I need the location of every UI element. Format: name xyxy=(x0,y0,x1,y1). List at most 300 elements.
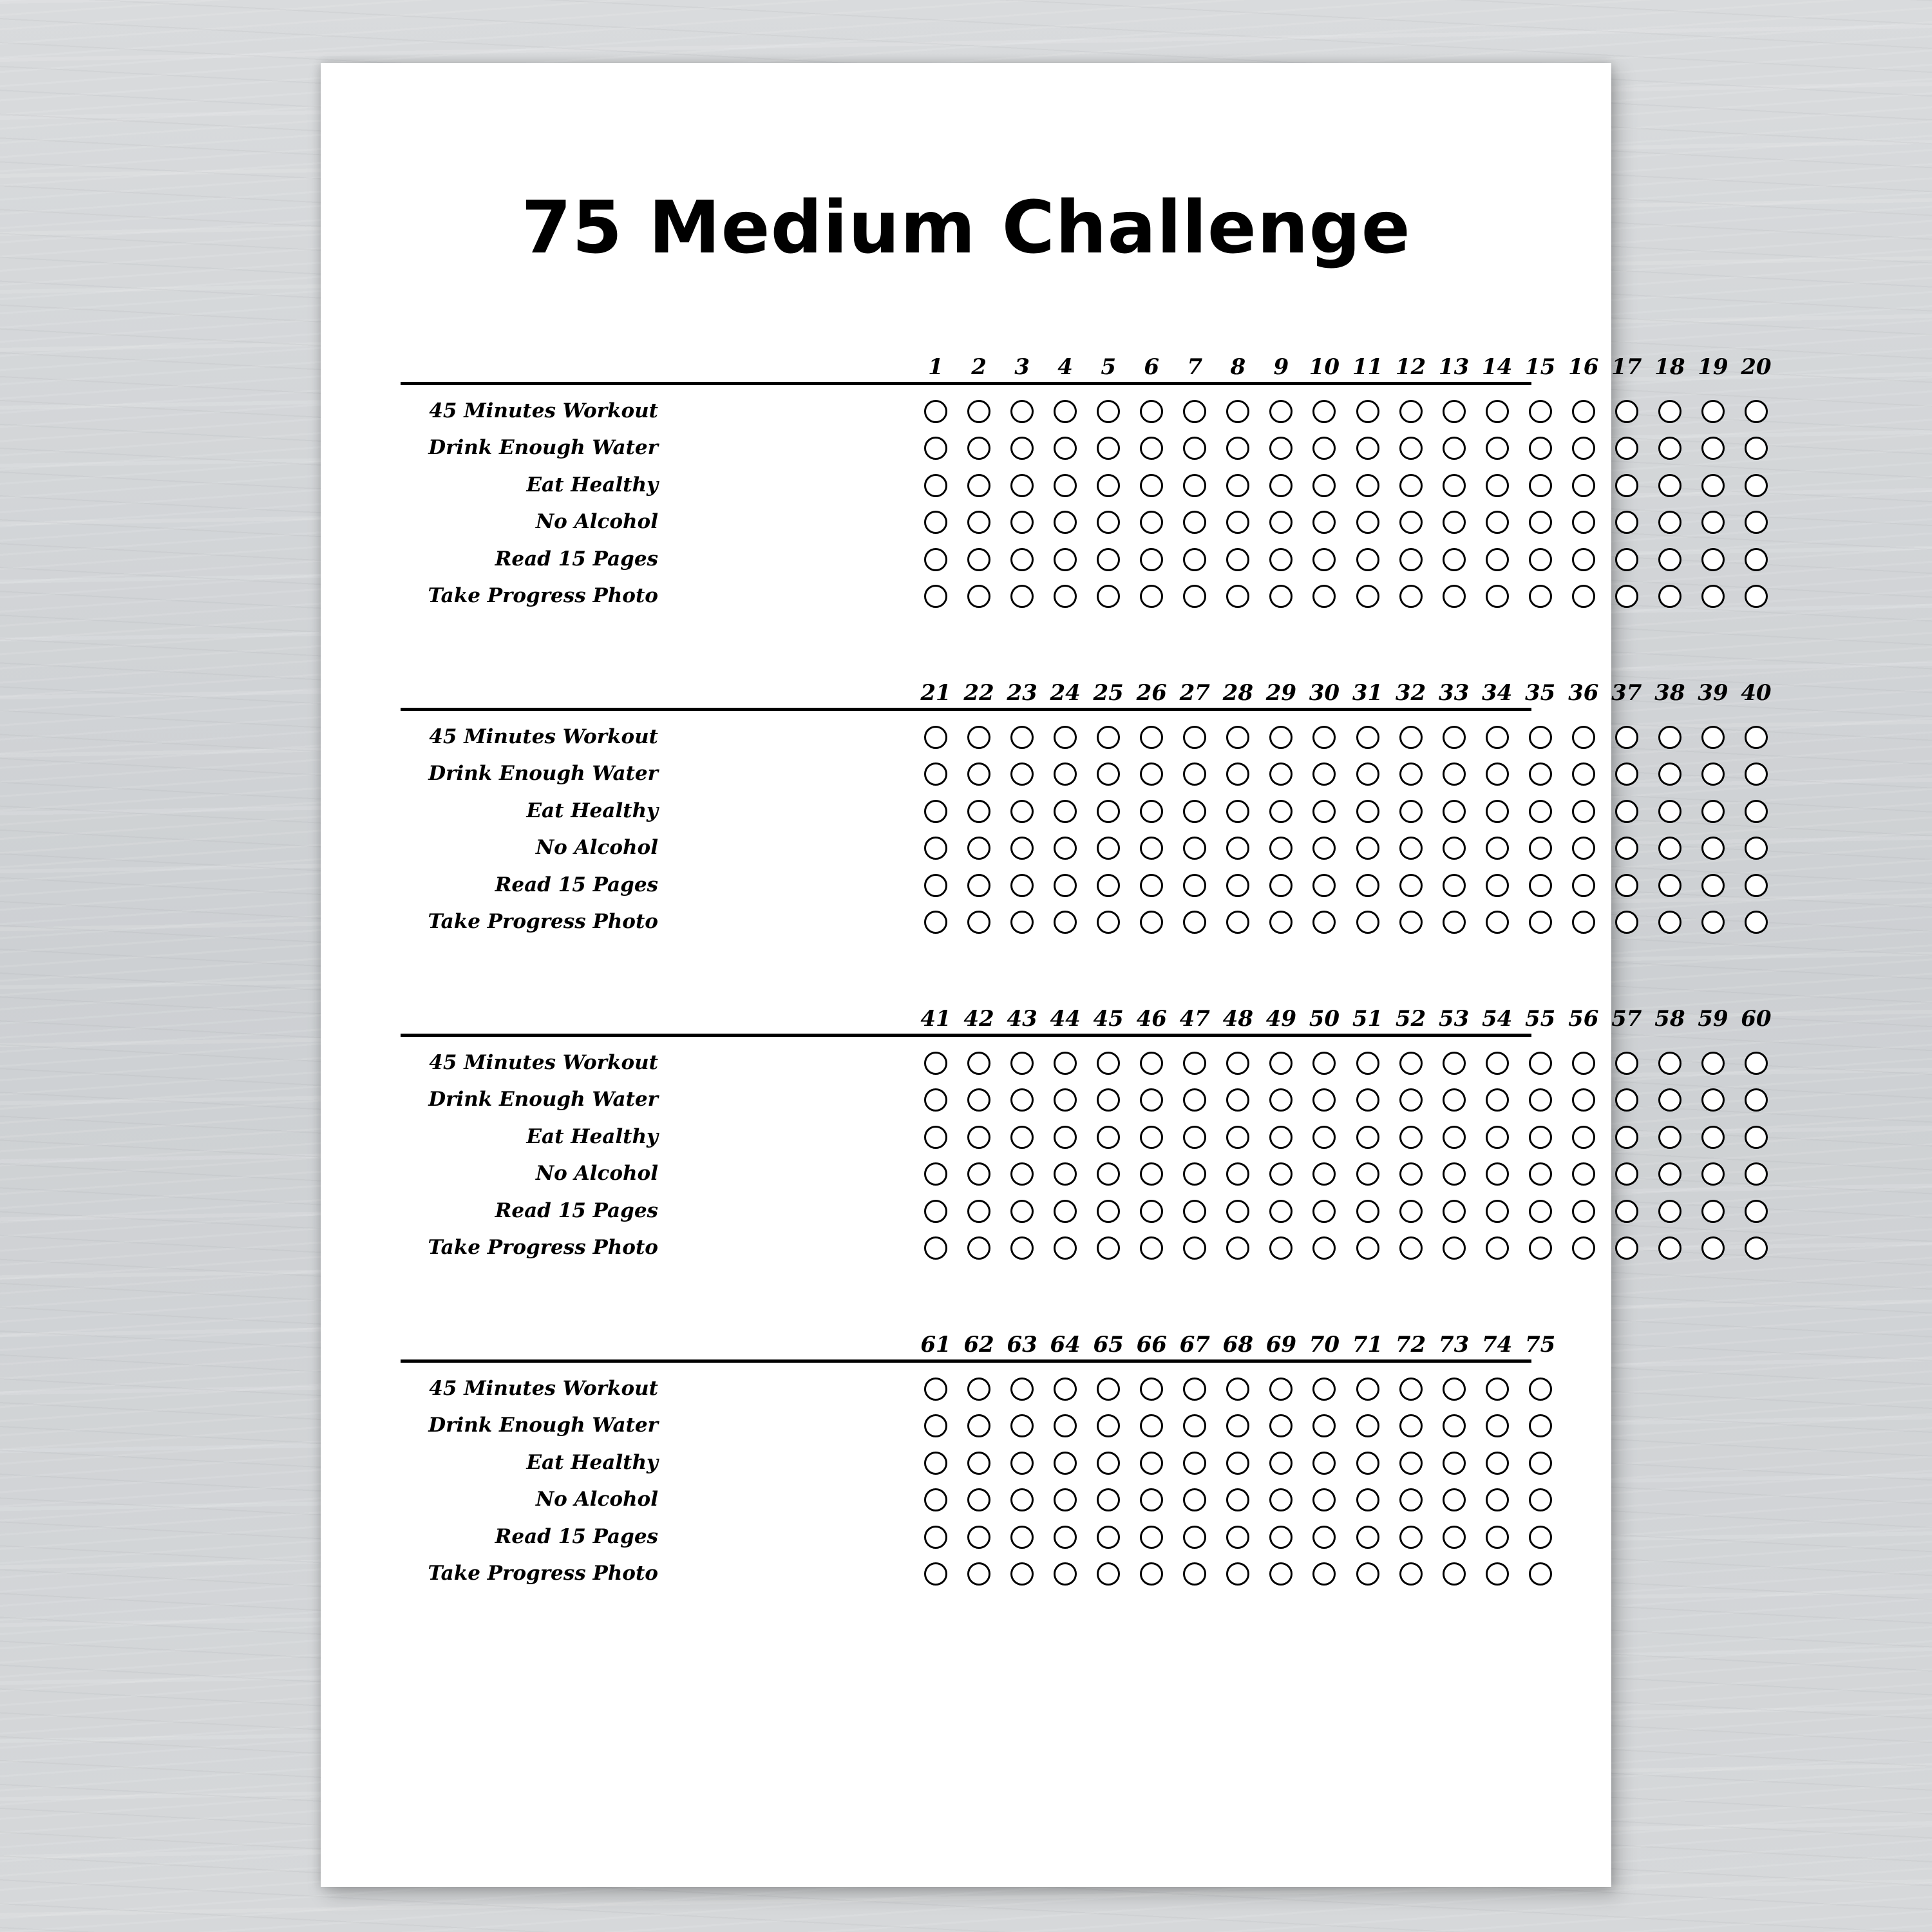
day-checkbox[interactable] xyxy=(1615,400,1638,423)
day-checkbox[interactable] xyxy=(1097,1126,1120,1149)
day-checkbox[interactable] xyxy=(1443,1562,1466,1586)
day-checkbox[interactable] xyxy=(1140,1452,1163,1475)
day-checkbox[interactable] xyxy=(1183,1052,1206,1075)
day-checkbox[interactable] xyxy=(1010,1236,1034,1260)
day-checkbox[interactable] xyxy=(1010,800,1034,823)
day-checkbox[interactable] xyxy=(1183,800,1206,823)
day-checkbox[interactable] xyxy=(924,1162,947,1186)
day-checkbox[interactable] xyxy=(1010,1378,1034,1401)
day-checkbox[interactable] xyxy=(1443,400,1466,423)
day-checkbox[interactable] xyxy=(1486,585,1509,608)
day-checkbox[interactable] xyxy=(1615,726,1638,749)
day-checkbox[interactable] xyxy=(1054,762,1077,786)
day-checkbox[interactable] xyxy=(1054,437,1077,460)
day-checkbox[interactable] xyxy=(1226,1526,1249,1549)
day-checkbox[interactable] xyxy=(1312,548,1336,571)
day-checkbox[interactable] xyxy=(1183,911,1206,934)
day-checkbox[interactable] xyxy=(1658,548,1681,571)
day-checkbox[interactable] xyxy=(1745,511,1768,534)
day-checkbox[interactable] xyxy=(1097,1088,1120,1112)
day-checkbox[interactable] xyxy=(1183,1236,1206,1260)
day-checkbox[interactable] xyxy=(1745,1052,1768,1075)
day-checkbox[interactable] xyxy=(1097,1526,1120,1549)
day-checkbox[interactable] xyxy=(1443,911,1466,934)
day-checkbox[interactable] xyxy=(1701,511,1725,534)
day-checkbox[interactable] xyxy=(1312,511,1336,534)
day-checkbox[interactable] xyxy=(1097,437,1120,460)
day-checkbox[interactable] xyxy=(1097,911,1120,934)
day-checkbox[interactable] xyxy=(1312,1200,1336,1223)
day-checkbox[interactable] xyxy=(1356,1452,1379,1475)
day-checkbox[interactable] xyxy=(1529,1200,1552,1223)
day-checkbox[interactable] xyxy=(1443,726,1466,749)
day-checkbox[interactable] xyxy=(1097,1162,1120,1186)
day-checkbox[interactable] xyxy=(967,1526,990,1549)
day-checkbox[interactable] xyxy=(1572,511,1595,534)
day-checkbox[interactable] xyxy=(1140,1562,1163,1586)
day-checkbox[interactable] xyxy=(1745,911,1768,934)
day-checkbox[interactable] xyxy=(1269,911,1293,934)
day-checkbox[interactable] xyxy=(1226,1088,1249,1112)
day-checkbox[interactable] xyxy=(1745,726,1768,749)
day-checkbox[interactable] xyxy=(1486,1378,1509,1401)
day-checkbox[interactable] xyxy=(1269,837,1293,860)
day-checkbox[interactable] xyxy=(1615,762,1638,786)
day-checkbox[interactable] xyxy=(1140,1126,1163,1149)
day-checkbox[interactable] xyxy=(1054,1200,1077,1223)
day-checkbox[interactable] xyxy=(924,1488,947,1511)
day-checkbox[interactable] xyxy=(1226,548,1249,571)
day-checkbox[interactable] xyxy=(1356,400,1379,423)
day-checkbox[interactable] xyxy=(924,1378,947,1401)
day-checkbox[interactable] xyxy=(1054,1088,1077,1112)
day-checkbox[interactable] xyxy=(1658,585,1681,608)
day-checkbox[interactable] xyxy=(1312,874,1336,897)
day-checkbox[interactable] xyxy=(1356,1378,1379,1401)
day-checkbox[interactable] xyxy=(1399,1052,1423,1075)
day-checkbox[interactable] xyxy=(1226,511,1249,534)
day-checkbox[interactable] xyxy=(1269,800,1293,823)
day-checkbox[interactable] xyxy=(1529,1378,1552,1401)
day-checkbox[interactable] xyxy=(1701,800,1725,823)
day-checkbox[interactable] xyxy=(1010,474,1034,497)
day-checkbox[interactable] xyxy=(1443,1088,1466,1112)
day-checkbox[interactable] xyxy=(1226,1126,1249,1149)
day-checkbox[interactable] xyxy=(1572,1126,1595,1149)
day-checkbox[interactable] xyxy=(1745,1200,1768,1223)
day-checkbox[interactable] xyxy=(967,1162,990,1186)
day-checkbox[interactable] xyxy=(924,762,947,786)
day-checkbox[interactable] xyxy=(924,1200,947,1223)
day-checkbox[interactable] xyxy=(1443,1378,1466,1401)
day-checkbox[interactable] xyxy=(1615,437,1638,460)
day-checkbox[interactable] xyxy=(1399,1378,1423,1401)
day-checkbox[interactable] xyxy=(967,1452,990,1475)
day-checkbox[interactable] xyxy=(1529,1526,1552,1549)
day-checkbox[interactable] xyxy=(967,837,990,860)
day-checkbox[interactable] xyxy=(1183,511,1206,534)
day-checkbox[interactable] xyxy=(967,1562,990,1586)
day-checkbox[interactable] xyxy=(1745,548,1768,571)
day-checkbox[interactable] xyxy=(1226,762,1249,786)
day-checkbox[interactable] xyxy=(1443,1488,1466,1511)
day-checkbox[interactable] xyxy=(1356,1414,1379,1437)
day-checkbox[interactable] xyxy=(1183,1414,1206,1437)
day-checkbox[interactable] xyxy=(924,1052,947,1075)
day-checkbox[interactable] xyxy=(1399,437,1423,460)
day-checkbox[interactable] xyxy=(1010,762,1034,786)
day-checkbox[interactable] xyxy=(1529,874,1552,897)
day-checkbox[interactable] xyxy=(924,911,947,934)
day-checkbox[interactable] xyxy=(1486,548,1509,571)
day-checkbox[interactable] xyxy=(1658,800,1681,823)
day-checkbox[interactable] xyxy=(1399,1452,1423,1475)
day-checkbox[interactable] xyxy=(1226,1414,1249,1437)
day-checkbox[interactable] xyxy=(1615,511,1638,534)
day-checkbox[interactable] xyxy=(1572,474,1595,497)
day-checkbox[interactable] xyxy=(1399,911,1423,934)
day-checkbox[interactable] xyxy=(1140,911,1163,934)
day-checkbox[interactable] xyxy=(1443,437,1466,460)
day-checkbox[interactable] xyxy=(1140,1088,1163,1112)
day-checkbox[interactable] xyxy=(1745,837,1768,860)
day-checkbox[interactable] xyxy=(1486,911,1509,934)
day-checkbox[interactable] xyxy=(1745,585,1768,608)
day-checkbox[interactable] xyxy=(1443,1414,1466,1437)
day-checkbox[interactable] xyxy=(1356,511,1379,534)
day-checkbox[interactable] xyxy=(1658,1200,1681,1223)
day-checkbox[interactable] xyxy=(1572,400,1595,423)
day-checkbox[interactable] xyxy=(967,548,990,571)
day-checkbox[interactable] xyxy=(1269,1414,1293,1437)
day-checkbox[interactable] xyxy=(1010,1414,1034,1437)
day-checkbox[interactable] xyxy=(1312,400,1336,423)
day-checkbox[interactable] xyxy=(1529,1488,1552,1511)
day-checkbox[interactable] xyxy=(1486,1562,1509,1586)
day-checkbox[interactable] xyxy=(1399,474,1423,497)
day-checkbox[interactable] xyxy=(1312,1162,1336,1186)
day-checkbox[interactable] xyxy=(924,874,947,897)
day-checkbox[interactable] xyxy=(1183,585,1206,608)
day-checkbox[interactable] xyxy=(1356,800,1379,823)
day-checkbox[interactable] xyxy=(1572,726,1595,749)
day-checkbox[interactable] xyxy=(1054,837,1077,860)
day-checkbox[interactable] xyxy=(1399,800,1423,823)
day-checkbox[interactable] xyxy=(1572,1052,1595,1075)
day-checkbox[interactable] xyxy=(1356,437,1379,460)
day-checkbox[interactable] xyxy=(1701,1126,1725,1149)
day-checkbox[interactable] xyxy=(1226,1236,1249,1260)
day-checkbox[interactable] xyxy=(1399,1126,1423,1149)
day-checkbox[interactable] xyxy=(1745,1088,1768,1112)
day-checkbox[interactable] xyxy=(1572,1162,1595,1186)
day-checkbox[interactable] xyxy=(1097,400,1120,423)
day-checkbox[interactable] xyxy=(1010,548,1034,571)
day-checkbox[interactable] xyxy=(1226,911,1249,934)
day-checkbox[interactable] xyxy=(1312,585,1336,608)
day-checkbox[interactable] xyxy=(1701,1052,1725,1075)
day-checkbox[interactable] xyxy=(1054,1452,1077,1475)
day-checkbox[interactable] xyxy=(1140,1052,1163,1075)
day-checkbox[interactable] xyxy=(1312,1488,1336,1511)
day-checkbox[interactable] xyxy=(1443,1052,1466,1075)
day-checkbox[interactable] xyxy=(1529,911,1552,934)
day-checkbox[interactable] xyxy=(1183,1162,1206,1186)
day-checkbox[interactable] xyxy=(1399,837,1423,860)
day-checkbox[interactable] xyxy=(1529,762,1552,786)
day-checkbox[interactable] xyxy=(1097,1562,1120,1586)
day-checkbox[interactable] xyxy=(1658,474,1681,497)
day-checkbox[interactable] xyxy=(1140,1236,1163,1260)
day-checkbox[interactable] xyxy=(1399,726,1423,749)
day-checkbox[interactable] xyxy=(1529,726,1552,749)
day-checkbox[interactable] xyxy=(1097,511,1120,534)
day-checkbox[interactable] xyxy=(1312,1088,1336,1112)
day-checkbox[interactable] xyxy=(1399,1236,1423,1260)
day-checkbox[interactable] xyxy=(1658,1236,1681,1260)
day-checkbox[interactable] xyxy=(1529,1414,1552,1437)
day-checkbox[interactable] xyxy=(1356,762,1379,786)
day-checkbox[interactable] xyxy=(1443,874,1466,897)
day-checkbox[interactable] xyxy=(967,762,990,786)
day-checkbox[interactable] xyxy=(1615,1162,1638,1186)
day-checkbox[interactable] xyxy=(1269,548,1293,571)
day-checkbox[interactable] xyxy=(1269,1236,1293,1260)
day-checkbox[interactable] xyxy=(1183,1562,1206,1586)
day-checkbox[interactable] xyxy=(1269,1052,1293,1075)
day-checkbox[interactable] xyxy=(1097,585,1120,608)
day-checkbox[interactable] xyxy=(1054,548,1077,571)
day-checkbox[interactable] xyxy=(1312,837,1336,860)
day-checkbox[interactable] xyxy=(1312,1414,1336,1437)
day-checkbox[interactable] xyxy=(1658,911,1681,934)
day-checkbox[interactable] xyxy=(1701,1088,1725,1112)
day-checkbox[interactable] xyxy=(1701,1200,1725,1223)
day-checkbox[interactable] xyxy=(1745,1162,1768,1186)
day-checkbox[interactable] xyxy=(1486,762,1509,786)
day-checkbox[interactable] xyxy=(1010,837,1034,860)
day-checkbox[interactable] xyxy=(967,874,990,897)
day-checkbox[interactable] xyxy=(1658,874,1681,897)
day-checkbox[interactable] xyxy=(924,1452,947,1475)
day-checkbox[interactable] xyxy=(1356,911,1379,934)
day-checkbox[interactable] xyxy=(1183,1526,1206,1549)
day-checkbox[interactable] xyxy=(1443,1452,1466,1475)
day-checkbox[interactable] xyxy=(967,1200,990,1223)
day-checkbox[interactable] xyxy=(1312,1562,1336,1586)
day-checkbox[interactable] xyxy=(1701,762,1725,786)
day-checkbox[interactable] xyxy=(1529,474,1552,497)
day-checkbox[interactable] xyxy=(1572,911,1595,934)
day-checkbox[interactable] xyxy=(1097,1452,1120,1475)
day-checkbox[interactable] xyxy=(924,474,947,497)
day-checkbox[interactable] xyxy=(1615,1088,1638,1112)
day-checkbox[interactable] xyxy=(1658,400,1681,423)
day-checkbox[interactable] xyxy=(1183,726,1206,749)
day-checkbox[interactable] xyxy=(924,1088,947,1112)
day-checkbox[interactable] xyxy=(1486,874,1509,897)
day-checkbox[interactable] xyxy=(967,1088,990,1112)
day-checkbox[interactable] xyxy=(1443,1162,1466,1186)
day-checkbox[interactable] xyxy=(1356,837,1379,860)
day-checkbox[interactable] xyxy=(924,548,947,571)
day-checkbox[interactable] xyxy=(1269,511,1293,534)
day-checkbox[interactable] xyxy=(1356,585,1379,608)
day-checkbox[interactable] xyxy=(1399,1488,1423,1511)
day-checkbox[interactable] xyxy=(1529,1162,1552,1186)
day-checkbox[interactable] xyxy=(1140,762,1163,786)
day-checkbox[interactable] xyxy=(1010,1562,1034,1586)
day-checkbox[interactable] xyxy=(1658,837,1681,860)
day-checkbox[interactable] xyxy=(1269,1452,1293,1475)
day-checkbox[interactable] xyxy=(1745,400,1768,423)
day-checkbox[interactable] xyxy=(1054,400,1077,423)
day-checkbox[interactable] xyxy=(1615,548,1638,571)
day-checkbox[interactable] xyxy=(1701,1162,1725,1186)
day-checkbox[interactable] xyxy=(1615,1126,1638,1149)
day-checkbox[interactable] xyxy=(1701,437,1725,460)
day-checkbox[interactable] xyxy=(1097,548,1120,571)
day-checkbox[interactable] xyxy=(1399,400,1423,423)
day-checkbox[interactable] xyxy=(1269,1200,1293,1223)
day-checkbox[interactable] xyxy=(1701,726,1725,749)
day-checkbox[interactable] xyxy=(1615,911,1638,934)
day-checkbox[interactable] xyxy=(1269,437,1293,460)
day-checkbox[interactable] xyxy=(1486,1126,1509,1149)
day-checkbox[interactable] xyxy=(924,800,947,823)
day-checkbox[interactable] xyxy=(1054,1526,1077,1549)
day-checkbox[interactable] xyxy=(1140,548,1163,571)
day-checkbox[interactable] xyxy=(1312,1236,1336,1260)
day-checkbox[interactable] xyxy=(1054,874,1077,897)
day-checkbox[interactable] xyxy=(1529,1088,1552,1112)
day-checkbox[interactable] xyxy=(1054,1488,1077,1511)
day-checkbox[interactable] xyxy=(1356,1236,1379,1260)
day-checkbox[interactable] xyxy=(1183,474,1206,497)
day-checkbox[interactable] xyxy=(1097,1378,1120,1401)
day-checkbox[interactable] xyxy=(1745,1126,1768,1149)
day-checkbox[interactable] xyxy=(1097,837,1120,860)
day-checkbox[interactable] xyxy=(924,837,947,860)
day-checkbox[interactable] xyxy=(1658,511,1681,534)
day-checkbox[interactable] xyxy=(1615,837,1638,860)
day-checkbox[interactable] xyxy=(1226,800,1249,823)
day-checkbox[interactable] xyxy=(1486,1162,1509,1186)
day-checkbox[interactable] xyxy=(1356,474,1379,497)
day-checkbox[interactable] xyxy=(967,511,990,534)
day-checkbox[interactable] xyxy=(1572,1236,1595,1260)
day-checkbox[interactable] xyxy=(1097,726,1120,749)
day-checkbox[interactable] xyxy=(1269,1162,1293,1186)
day-checkbox[interactable] xyxy=(1486,511,1509,534)
day-checkbox[interactable] xyxy=(1140,726,1163,749)
day-checkbox[interactable] xyxy=(1486,1488,1509,1511)
day-checkbox[interactable] xyxy=(1226,874,1249,897)
day-checkbox[interactable] xyxy=(1701,548,1725,571)
day-checkbox[interactable] xyxy=(967,911,990,934)
day-checkbox[interactable] xyxy=(1486,1088,1509,1112)
day-checkbox[interactable] xyxy=(1572,762,1595,786)
day-checkbox[interactable] xyxy=(967,437,990,460)
day-checkbox[interactable] xyxy=(1443,800,1466,823)
day-checkbox[interactable] xyxy=(1226,400,1249,423)
day-checkbox[interactable] xyxy=(1399,585,1423,608)
day-checkbox[interactable] xyxy=(1658,1126,1681,1149)
day-checkbox[interactable] xyxy=(1269,726,1293,749)
day-checkbox[interactable] xyxy=(1443,474,1466,497)
day-checkbox[interactable] xyxy=(1269,1488,1293,1511)
day-checkbox[interactable] xyxy=(1745,1236,1768,1260)
day-checkbox[interactable] xyxy=(1312,1052,1336,1075)
day-checkbox[interactable] xyxy=(967,1236,990,1260)
day-checkbox[interactable] xyxy=(1312,800,1336,823)
day-checkbox[interactable] xyxy=(1097,762,1120,786)
day-checkbox[interactable] xyxy=(1312,1378,1336,1401)
day-checkbox[interactable] xyxy=(1529,400,1552,423)
day-checkbox[interactable] xyxy=(1529,1052,1552,1075)
day-checkbox[interactable] xyxy=(1312,726,1336,749)
day-checkbox[interactable] xyxy=(1443,548,1466,571)
day-checkbox[interactable] xyxy=(1054,1162,1077,1186)
day-checkbox[interactable] xyxy=(1572,1200,1595,1223)
day-checkbox[interactable] xyxy=(1226,1562,1249,1586)
day-checkbox[interactable] xyxy=(1356,548,1379,571)
day-checkbox[interactable] xyxy=(1443,1236,1466,1260)
day-checkbox[interactable] xyxy=(1486,474,1509,497)
day-checkbox[interactable] xyxy=(1226,437,1249,460)
day-checkbox[interactable] xyxy=(1269,474,1293,497)
day-checkbox[interactable] xyxy=(1054,1378,1077,1401)
day-checkbox[interactable] xyxy=(1054,800,1077,823)
day-checkbox[interactable] xyxy=(1183,1088,1206,1112)
day-checkbox[interactable] xyxy=(1010,511,1034,534)
day-checkbox[interactable] xyxy=(1658,762,1681,786)
day-checkbox[interactable] xyxy=(1529,1562,1552,1586)
day-checkbox[interactable] xyxy=(1658,1088,1681,1112)
day-checkbox[interactable] xyxy=(1054,1126,1077,1149)
day-checkbox[interactable] xyxy=(1701,585,1725,608)
day-checkbox[interactable] xyxy=(1701,874,1725,897)
day-checkbox[interactable] xyxy=(1010,911,1034,934)
day-checkbox[interactable] xyxy=(1140,437,1163,460)
day-checkbox[interactable] xyxy=(1183,874,1206,897)
day-checkbox[interactable] xyxy=(1226,837,1249,860)
day-checkbox[interactable] xyxy=(924,511,947,534)
day-checkbox[interactable] xyxy=(1010,437,1034,460)
day-checkbox[interactable] xyxy=(1745,437,1768,460)
day-checkbox[interactable] xyxy=(1486,1452,1509,1475)
day-checkbox[interactable] xyxy=(1356,726,1379,749)
day-checkbox[interactable] xyxy=(1312,911,1336,934)
day-checkbox[interactable] xyxy=(967,800,990,823)
day-checkbox[interactable] xyxy=(1572,1088,1595,1112)
day-checkbox[interactable] xyxy=(924,400,947,423)
day-checkbox[interactable] xyxy=(1140,837,1163,860)
day-checkbox[interactable] xyxy=(1572,585,1595,608)
day-checkbox[interactable] xyxy=(1443,762,1466,786)
day-checkbox[interactable] xyxy=(1312,1526,1336,1549)
day-checkbox[interactable] xyxy=(1226,1162,1249,1186)
day-checkbox[interactable] xyxy=(1701,474,1725,497)
day-checkbox[interactable] xyxy=(1140,511,1163,534)
day-checkbox[interactable] xyxy=(924,585,947,608)
day-checkbox[interactable] xyxy=(967,400,990,423)
day-checkbox[interactable] xyxy=(1183,1200,1206,1223)
day-checkbox[interactable] xyxy=(1054,1236,1077,1260)
day-checkbox[interactable] xyxy=(1356,1562,1379,1586)
day-checkbox[interactable] xyxy=(1269,1126,1293,1149)
day-checkbox[interactable] xyxy=(1572,437,1595,460)
